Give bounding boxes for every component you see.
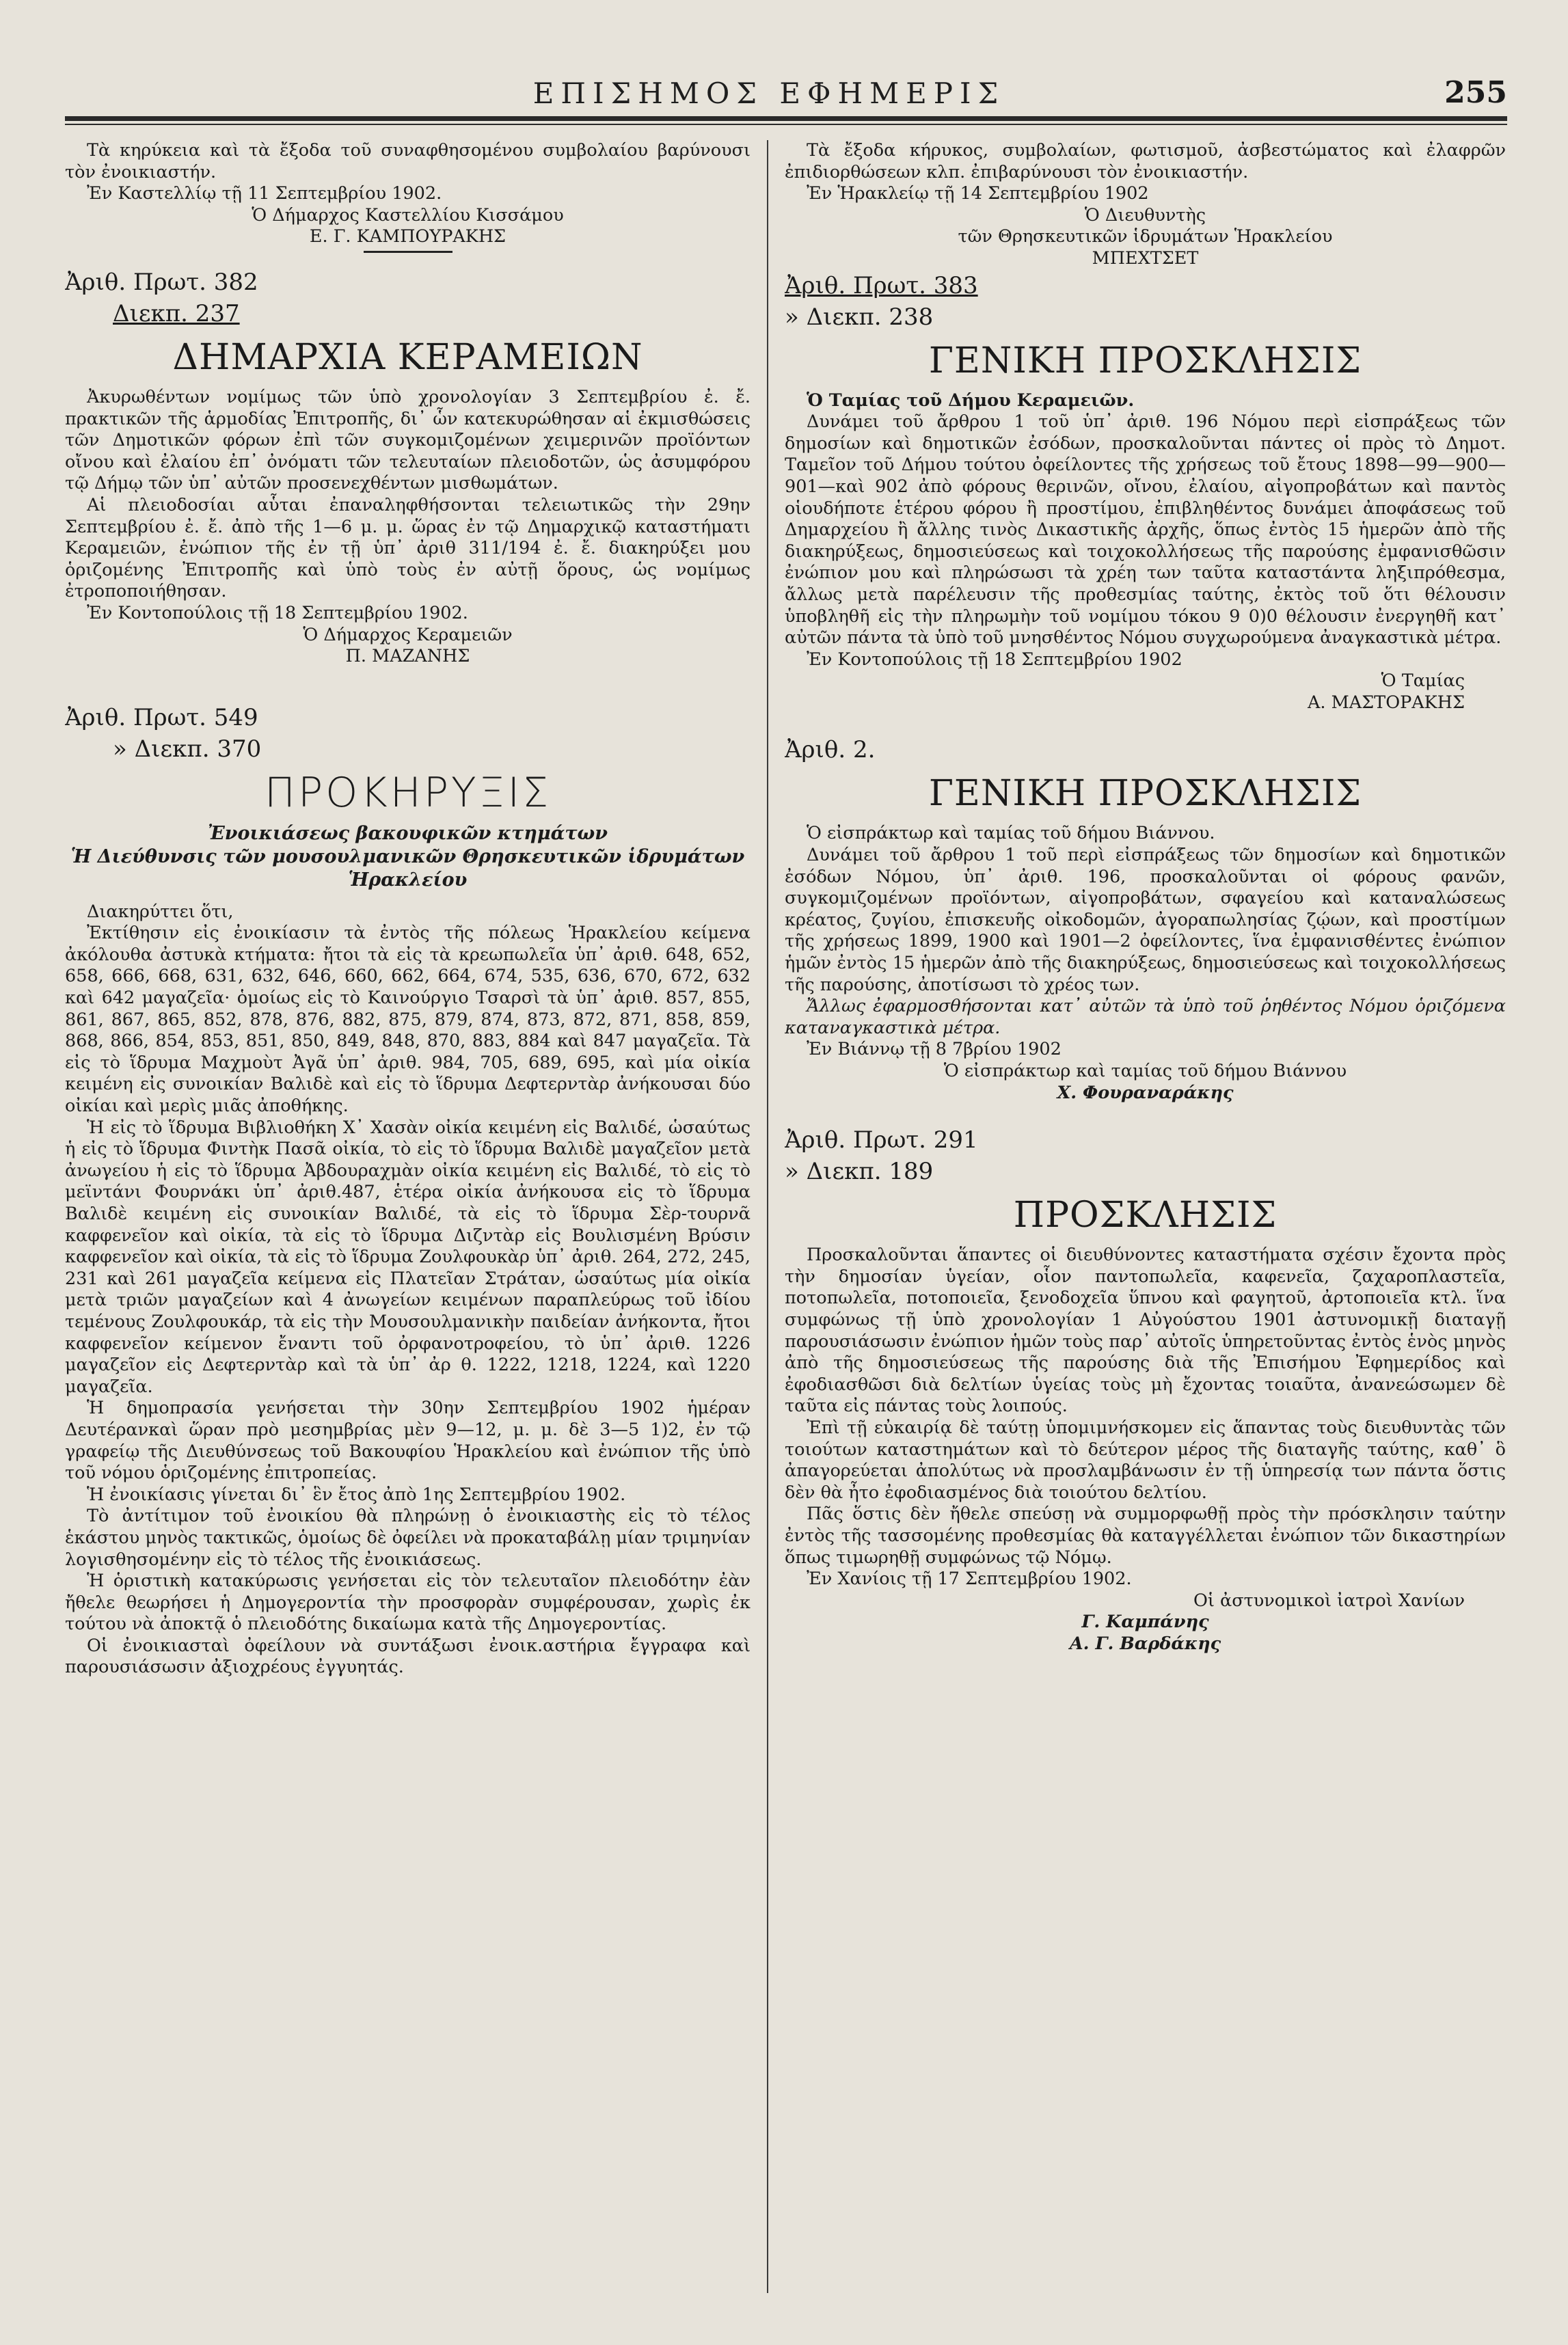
date-line: Ἐν Καστελλίῳ τῇ 11 Σεπτεμβρίου 1902. (87, 183, 442, 204)
paragraph: Οἱ ἐνοικιασταὶ ὀφείλουν νὰ συντάξωσι ἐνοικ.αστήρια ἔγγραφα καὶ παρουσιάσωσιν ἀξιοχρέους ἐγγυητάς. (65, 1635, 751, 1678)
notice-heading: ΓΕΝΙΚΗ ΠΡΟΣΚΛΗΣΙΣ (928, 340, 1362, 381)
date-line: Ἐν Βιάννῳ τῇ 8 7βρίου 1902 (807, 1039, 1062, 1060)
signature-name: Χ. Φουραναράκης (1057, 1082, 1234, 1103)
protocol-number: Ἀριθ. 2. (785, 736, 876, 764)
paragraph: Ἡ ὁριστικὴ κατακύρωσις γενήσεται εἰς τὸν τελευταῖον πλειοδότην ἐὰν ἤθελε θεωρήσει ἡ Δημογεροντία τὴν προσφορὰν συμφέρουσαν, χωρὶς ἐκ τούτου νὰ ἀποκτᾷ ὁ πλειοδότης δικαίωμα κατὰ τῆς Δημογεροντίας. (65, 1571, 751, 1635)
paragraph: Τὰ ἔξοδα κήρυκος, συμβολαίων, φωτισμοῦ, ἀσβεστώματος καὶ ἐλαφρῶν ἐπιδιορθώσεων κλπ. ἐπιβαρύνουσι τὸν ἐνοικιαστήν. (785, 140, 1506, 182)
date-line: Ἐν Κοντοπούλοις τῇ 18 Σεπτεμβρίου 1902. (87, 602, 468, 623)
notice-heading: ΠΡΟΚΗΡΥΞΙΣ (264, 768, 552, 817)
reference-numbers (65, 267, 751, 329)
protocol-number: Ἀριθ. Πρωτ. 383 (785, 271, 978, 299)
signature-title: Ὁ Ταμίας (1381, 670, 1465, 692)
notice-geniki-prosklisis-viannou (785, 734, 1506, 1124)
signature-title: Ὁ Διευθυντὴς (1084, 204, 1206, 226)
signature-name: Ε. Γ. ΚΑΜΠΟΥΡΑΚΗΣ (309, 226, 506, 247)
signature-title: τῶν Θρησκευτικῶν ἱδρυμάτων Ἡρακλείου (958, 226, 1333, 247)
reference-numbers (65, 702, 751, 765)
header-rule (65, 116, 1507, 125)
paragraph: Ἡ δημοπρασία γενήσεται τὴν 30ην Σεπτεμβρίου 1902 ἡμέραν Δευτέρανκαὶ ὥραν πρὸ μεσημβρίας μὲν 9—12, μ. μ. δὲ 3—5 1)2, ἐν τῷ γραφείῳ τῆς Διευθύνσεως τοῦ Βακουφίου Ἡρακλείου καὶ ἐνώπιον τῆς ὑπὸ τοῦ νόμου ὁριζομένης ἐπιτροπείας. (65, 1398, 751, 1484)
column-divider (767, 140, 768, 2293)
notice-heading: ΠΡΟΣΚΛΗΣΙΣ (1013, 1195, 1278, 1236)
notice-heading: ΔΗΜΑΡΧΙΑ ΚΕΡΑΜΕΙΩΝ (172, 336, 643, 378)
reference-numbers (785, 734, 1506, 765)
paragraph: Δυνάμει τοῦ ἄρθρου 1 τοῦ ὑπ᾽ ἀριθ. 196 Νόμου περὶ εἰσπράξεως τῶν δημοσίων καὶ δημοτικῶν ἐσόδων, προσκαλοῦνται πάντες οἱ πρὸς τὸ Δημοτ. Ταμεῖον τοῦ Δήμου τούτου ὀφείλοντες τῆς χρήσεως τοῦ ἔτους 1898—99—900—901—καὶ 902 ἀπὸ φόρους θερινῶν, οἴνου, ἐλαίου, αἰγοπροβάτων καὶ παντὸς οἱουδήποτε ἑτέρου φόρου ἢ προστίμου, ἐπιβληθέντος δυνάμει ἀποφάσεως τοῦ Δημαρχείου ἢ ἄλλης τινὸς Δικαστικῆς ἀρχῆς, ὅπως ἐντὸς 15 ἡμερῶν ἀπὸ τῆς διακηρύξεως, δημοσιεύσεως καὶ τοιχοκολλήσεως τῆς παρούσης ἐμφανισθῶσιν ἐνώπιον μου καὶ πληρώσωσι τὰ χρέη των ταῦτα καταστάντα ληξιπρόθεσμα, ἄλλως μετὰ παρέλευσιν τῆς προθεσμίας ταύτης, ἐκτὸς τοῦ ὅτι θέλουσιν ὑποβληθῆ εἰς τὴν πληρωμὴν τοῦ νομίμου τόκου 9 0)0 θέλουσιν ἐνεργηθῆ κατ᾽ αὐτῶν πάντα τὰ ὑπὸ τοῦ μνησθέντος Νόμου συγχωρούμενα ἀναγκαστικὰ μέτρα. (785, 411, 1506, 649)
signature-title: Οἱ ἀστυνομικοὶ ἰατροὶ Χανίων (1193, 1590, 1465, 1611)
protocol-number: Ἀριθ. Πρωτ. 549 (65, 703, 258, 731)
notice-geniki-prosklisis-kerameion (785, 270, 1506, 735)
dispatch-number: » Διεκπ. 238 (785, 303, 934, 331)
paragraph: Ἡ εἰς τὸ ἵδρυμα Βιβλιοθήκη Χ᾽ Χασὰν οἰκία κειμένη εἰς Βαλιδέ, ὡσαύτως ἡ εἰς τὸ ἵδρυμα Φιντὴκ Πασᾶ οἰκία, τὸ εἰς τὸ ἵδρυμα Βαλιδὲ μαγαζεῖον μετὰ ἀνωγείου ἡ εἰς τὸ ἵδρυμα Ἀβδουραχμὰν οἰκία κειμένη εἰς Βαλιδέ, τὸ εἰς τὸ μεϊντάνι Φουρνάκι ὑπ᾽ ἀριθ.487, ἑτέρα οἰκία ἀνήκουσα εἰς τὸ ἵδρυμα Βαλιδὲ κειμένη εἰς συνοικίαν Βαλιδέ, τὰ εἰς τὸ ἵδρυμα Σὲρ-τουρνᾶ καφφενεῖον καὶ οἰκία, τὰ εἰς τὸ ἵδρυμα Διζντὰρ εἰς Βουλισμένη Βρύσιν καφφενεῖον καὶ οἰκία, τὰ εἰς τὸ ἵδρυμα Ζουλφουκὰρ ὑπ᾽ ἀριθ. 264, 272, 245, 231 καὶ 261 μαγαζεῖα κείμενα εἰς Πλατεῖαν Στράταν, ὡσαύτως μία οἰκία μετὰ τριῶν μαγαζείων καὶ 4 ἀνωγείων κειμένων παραπλεύρως τοῦ ἰδίου τεμένους Ζουλφουκάρ, τὰ εἰς τὴν Μουσουλμανικὴν παιδείαν ἀνήκοντα, ἤτοι καφφενεῖον κείμενον ἔναντι τοῦ ὀρφανοτροφείου, τὸ ὑπ᾽ ἀριθ. 1226 μαγαζεῖον εἰς Δεφτερντὰρ καὶ τὰ ὑπ᾽ ἀρ θ. 1222, 1218, 1224, καὶ 1220 μαγαζεῖα. (65, 1117, 751, 1397)
signature-name: Γ. Καμπάνης (1081, 1612, 1209, 1633)
protocol-number: Ἀριθ. Πρωτ. 291 (785, 1126, 978, 1154)
paragraph: Αἱ πλειοδοσίαι αὗται ἐπαναληφθήσονται τελειωτικῶς τὴν 29ην Σεπτεμβρίου ἐ. ἔ. ἀπὸ τῆς 1—6 μ. μ. ὥρας ἐν τῷ Δημαρχικῷ καταστήματι Κεραμειῶν, ἐνώπιον τῆς ἐν τῇ ὑπ᾽ ἀριθ 311/194 ἐ. ἔ. διακηρύξει μου ὁριζομένης Ἐπιτροπῆς καὶ ὑπὸ τοὺς ἐν αὐτῇ ὅρους, ὡς νομίμως ἐτροποποιήθησαν. (65, 494, 751, 602)
protocol-number: Ἀριθ. Πρωτ. 382 (65, 268, 258, 296)
notice-subheading: Ἐνοικιάσεως βακουφικῶν κτημάτων (208, 822, 608, 844)
signature-title: Ὁ εἰσπράκτωρ καὶ ταμίας τοῦ δήμου Βιάννου (943, 1061, 1347, 1081)
notice-issuer: Ὁ Ταμίας τοῦ Δήμου Κεραμειῶν. (807, 390, 1135, 411)
notice-heading: ΓΕΝΙΚΗ ΠΡΟΣΚΛΗΣΙΣ (928, 773, 1362, 815)
publication-title: ΕΠΙΣΗΜΟΣ ΕΦΗΜΕΡΙΣ (532, 77, 1005, 110)
date-line: Ἐν Ἡρακλείῳ τῇ 14 Σεπτεμβρίου 1902 (807, 183, 1149, 204)
paragraph: Ἀκυρωθέντων νομίμως τῶν ὑπὸ χρονολογίαν 3 Σεπτεμβρίου ἐ. ἔ. πρακτικῶν τῆς ἁρμοδίας Ἐπιτροπῆς, δι᾽ ὧν κατεκυρώθησαν αἱ ἐκμισθώσεις τῶν Δημοτικῶν φόρων ἐπὶ τῶν συγκομιζομένων χειμερινῶν προϊόντων οἴνου καὶ ἐλαίου ἐπ᾽ ὀνόματι τῶν τελευταίων πλειοδοτῶν, ὡς ἀσυμφόρου τῷ Δήμῳ τῶν ὑπ᾽ αὐτῶν προσενεχθέντων μισθωμάτων. (65, 386, 751, 494)
paragraph: Τὰ κηρύκεια καὶ τὰ ἔξοδα τοῦ συναφθησομένου συμβολαίου βαρύνουσι τὸν ἐνοικιαστήν. (65, 140, 751, 182)
paragraph: Ἐκτίθησιν εἰς ἐνοικίασιν τὰ ἐντὸς τῆς πόλεως Ἡρακλείου κείμενα ἀκόλουθα ἀστυκὰ κτήματα: ἤτοι τὰ εἰς τὰ κρεωπωλεῖα ὑπ᾽ ἀριθ. 648, 652, 658, 666, 668, 631, 632, 646, 660, 662, 664, 674, 535, 636, 670, 672, 632 καὶ 642 μαγαζεῖα· ὁμοίως εἰς τὸ Καινούργιο Τσαρσὶ τὰ ὑπ᾽ ἀριθ. 857, 855, 861, 867, 865, 852, 878, 876, 882, 875, 879, 874, 873, 872, 871, 858, 859, 868, 866, 854, 853, 851, 850, 849, 848, 870, 883, 884 καὶ 847 μαγαζεῖα. Τὰ εἰς τὸ ἵδρυμα Μαχμοὺτ Ἀγᾶ ὑπ᾽ ἀριθ. 984, 705, 689, 695, καὶ μία οἰκία κειμένη εἰς συνοικίαν Βαλιδὲ καὶ εἰς τὸ ἵδρυμα Δεφτερντὰρ ἀνήκουσαι δύο οἰκίαι καὶ μερὶς μιᾶς ἀποθήκης. (65, 923, 751, 1117)
page-number: 255 (1444, 75, 1507, 110)
paragraph: Προσκαλοῦνται ἅπαντες οἱ διευθύνοντες καταστήματα σχέσιν ἔχοντα πρὸς τὴν δημοσίαν ὑγείαν, οἷον παντοπωλεῖα, καφενεῖα, ζαχαροπλαστεῖα, ποτοπωλεῖα, ποτοποιεῖα, ξενοδοχεῖα ὕπνου καὶ φαγητοῦ, ἀρτοποιεῖα κτλ. ἵνα συμφώνως τῇ ὑπὸ χρονολογίαν 1 Αὐγούστου 1901 ἀστυνομικῇ διαταγῇ παρουσιάσωσιν ἐνώπιον ἡμῶν τοὺς παρ᾽ αὐτοῖς ὑπηρετοῦντας ἐντὸς ἑνὸς μηνὸς ἀπὸ τῆς δημοσιεύσεως τῆς παρούσης διὰ τῆς Ἐπισήμου Ἐφημερίδος καὶ ἐφοδιασθῶσι διὰ δελτίων ὑγείας τοὺς μὴ ἔχοντας τοιαῦτα, ἀνανεώσωμεν δὲ ταῦτα εἰς πάντας τοὺς λοιπούς. (785, 1245, 1506, 1417)
paragraph: Δυνάμει τοῦ ἄρθρου 1 τοῦ περὶ εἰσπράξεως τῶν δημοσίων καὶ δημοτικῶν ἐσόδων Νόμου, ὑπ᾽ ἀριθ. 196, προσκαλοῦνται οἱ φόρους φανῶν, συγκομιζομένων προϊόντων, αἰγοπροβάτων, σφαγείου καὶ καταναλώσεως κρέατος, ζυγίου, ἐπισκευῆς οἰκοδομῶν, ἀγοραπωλησίας ζῴων, καὶ προστίμων τῆς χρήσεως 1899, 1900 καὶ 1901—2 ὀφείλοντες, ἵνα ἐμφανισθέντες ἐνώπιον ἡμῶν ἐντὸς 15 ἡμερῶν ἀπὸ τῆς διακηρύξεως, δημοσιεύσεως καὶ τοιχοκολλήσεως τῆς παρούσης, ἀποτίσωσι τὸ χρέος των. (785, 845, 1506, 995)
signature-title: Ὁ Δήμαρχος Καστελλίου Κισσάμου (252, 204, 564, 226)
left-column (65, 140, 751, 2304)
notice-issuer: Ὁ εἰσπράκτωρ καὶ ταμίας τοῦ δήμου Βιάννου. (807, 823, 1215, 844)
dispatch-number: Διεκπ. 237 (113, 299, 240, 327)
paragraph: Τὸ ἀντίτιμον τοῦ ἐνοικίου θὰ πληρώνῃ ὁ ἐνοικιαστὴς εἰς τὸ τέλος ἑκάστου μηνὸς τακτικῶς, ὁμοίως δὲ ὀφείλει νὰ προκαταβάλῃ μίαν τριμηνίαν λογισθησομένην εἰς τὸ τέλος τῆς ἐνοικιάσεως. (65, 1506, 751, 1570)
paragraph: Διακηρύττει ὅτι, (87, 901, 234, 922)
paragraph: Ἡ ἐνοικίασις γίνεται δι᾽ ἓν ἔτος ἀπὸ 1ης Σεπτεμβρίου 1902. (87, 1484, 626, 1505)
reference-numbers (785, 270, 1506, 333)
page-header (65, 68, 1507, 123)
signature-title: Ὁ Δήμαρχος Κεραμειῶν (303, 624, 513, 645)
paragraph: Ἐπὶ τῇ εὐκαιρίᾳ δὲ ταύτῃ ὑπομιμνήσκομεν εἰς ἅπαντας τοὺς διευθυντὰς τῶν τοιούτων καταστημάτων καὶ τὸ δεύτερον μέρος τῆς διαταγῆς ταύτης, καθ᾽ ὃ ἀπαγορεύεται ἀπολύτως νὰ προσλαμβάνωσιν ἐν τῇ ὑπηρεσίᾳ των πάντα ὅστις δὲν θὰ ἦτο ἐφοδιασμένος διὰ τοιούτου δελτίου. (785, 1417, 1506, 1503)
notice-kastelli (65, 140, 751, 253)
notice-issuer: Ἡ Διεύθυνσις τῶν μουσουλμανικῶν Θρησκευτικῶν ἱδρυμάτων Ἡρακλείου (70, 845, 745, 891)
notice-dimarchia-kerameion (65, 267, 751, 702)
reference-numbers (785, 1124, 1506, 1187)
right-column (785, 140, 1506, 2304)
paragraph: Πᾶς ὅστις δὲν ἤθελε σπεύσῃ νὰ συμμορφωθῇ πρὸς τὴν πρόσκλησιν ταύτην ἐντὸς τῆς τασσομένης προθεσμίας θὰ καταγγέλλεται ἐνώπιον τῶν δικαστηρίων ὅπως τιμωρηθῇ συμφώνως τῷ Νόμῳ. (785, 1504, 1506, 1568)
paragraph: Ἄλλως ἐφαρμοσθήσονται κατ᾽ αὐτῶν τὰ ὑπὸ τοῦ ῥηθέντος Νόμου ὁριζόμενα καταναγκαστικὰ μέτρα. (785, 996, 1506, 1038)
signature-name: Α. Γ. Βαρδάκης (1069, 1633, 1221, 1654)
separator-rule (364, 251, 452, 253)
notice-prosklisis-chanion (785, 1124, 1506, 1655)
notice-vakoufia-heraklion (785, 140, 1506, 270)
notice-prokiryxis (65, 702, 751, 1679)
date-line: Ἐν Κοντοπούλοις τῇ 18 Σεπτεμβρίου 1902 (807, 649, 1182, 670)
signature-name: ΜΠΕΧΤΣΕΤ (1092, 247, 1199, 269)
signature-name: Π. ΜΑΖΑΝΗΣ (345, 646, 470, 667)
signature-name: Α. ΜΑΣΤΟΡΑΚΗΣ (1308, 692, 1465, 713)
dispatch-number: » Διεκπ. 189 (785, 1158, 934, 1186)
date-line: Ἐν Χανίοις τῇ 17 Σεπτεμβρίου 1902. (807, 1569, 1132, 1590)
dispatch-number: » Διεκπ. 370 (113, 735, 262, 763)
